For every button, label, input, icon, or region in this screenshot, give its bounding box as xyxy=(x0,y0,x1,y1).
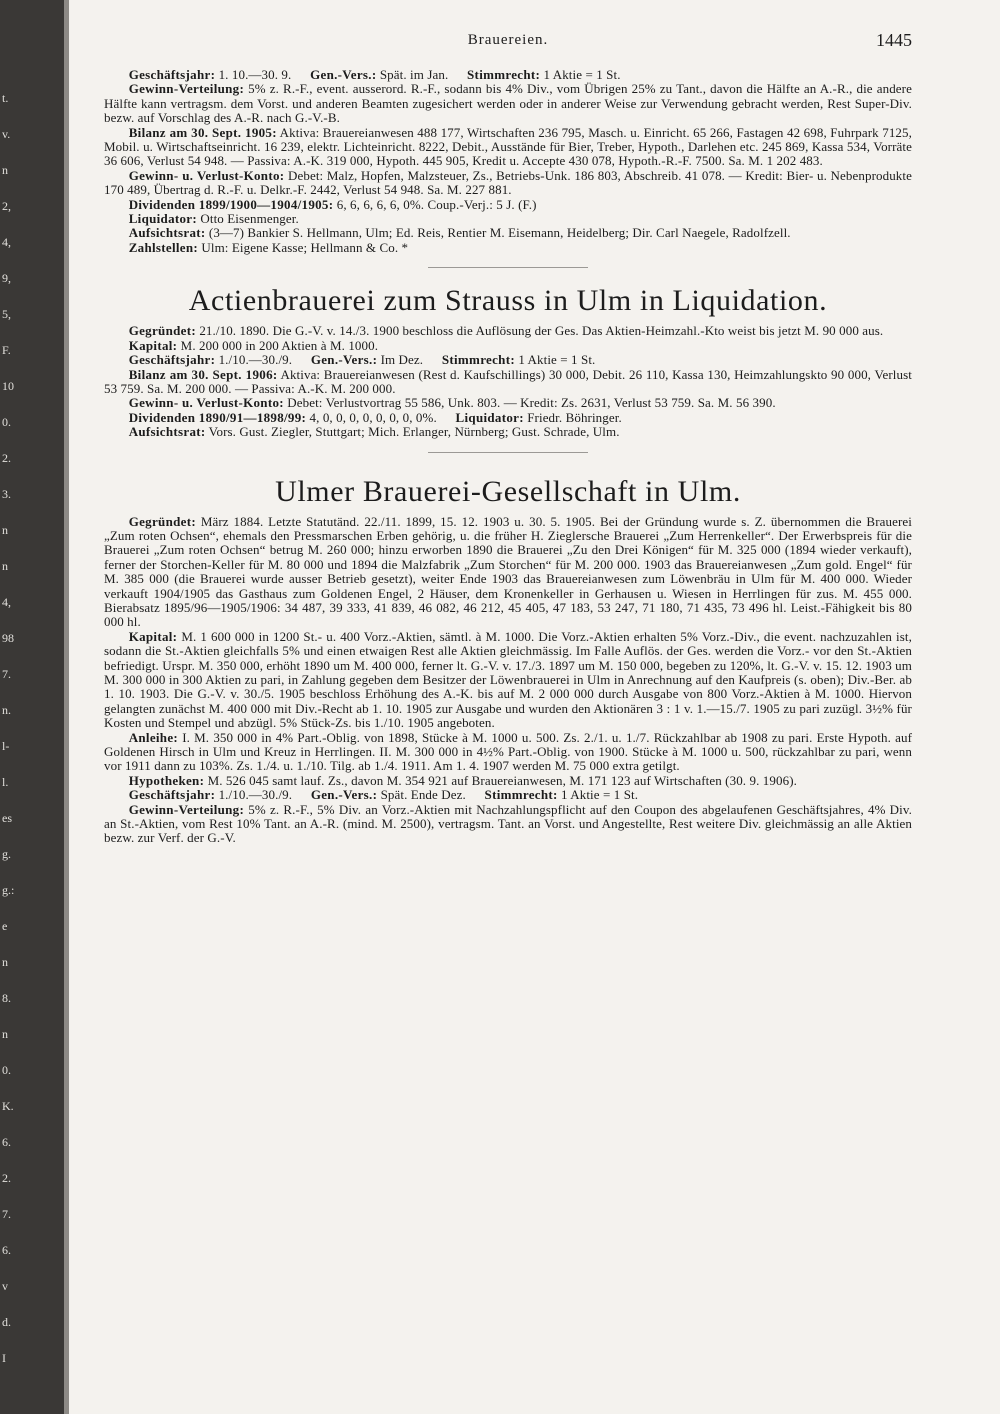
margin-fragment: 7. xyxy=(2,1207,11,1221)
entry-text: M. 1 600 000 in 1200 St.- u. 400 Vorz.-Aktien, sämtl. à M. 1000. Die Vorz.-Aktien erhalten 5% Vorz.-Div., die event. nachzuzahlen ist, sodann die St.-Aktien gleichfalls 5% und einen etwaigen Rest alle Aktien gleichmässig. Im Falle Auflös. der Ges. werden die Vorz.- vor den St.-Aktien befriedigt. Urspr. M. 350 000, erhöht 1890 um M. 400 000, ferner lt. G.-V. v. 17./3. 1897 um M. 150 000, begeben zu 120%, lt. G.-V. v. 15. 12. 1903 um M. 300 000 in 300 Aktien zu pari, in Zahlung gegeben dem Besitzer der Löwenbrauerei in Ulm in Anrechnung auf den Kaufpreis (s. oben); Div.-Ber. ab 1. 10. 1903. Die G.-V. v. 30./5. 1905 beschloss Erhöhung des A.-K. bis auf M. 2 000 000 durch Ausgabe von 800 Vorz.-Aktien à M. 1000. Hiervon gelangten zunächst M. 400 000 mit Div.-Recht ab 1. 10. 1905 zur Ausgabe und wurden den Aktionären 3 : 1 v. 1.—15./7. 1905 zu pari zuzügl. 3½% für Kosten und Stempel und abzügl. 5% Stück-Zs. bis 1./10. 1905 angeboten. xyxy=(104,628,912,731)
entry-text: M. 200 000 in 200 Aktien à M. 1000. xyxy=(180,337,379,353)
entry-label: Stimmrecht: xyxy=(484,787,558,803)
margin-fragment: g.: xyxy=(2,883,15,897)
margin-fragment: n xyxy=(2,955,8,969)
margin-fragment: l. xyxy=(2,775,9,789)
entry-label: Gewinn- u. Verlust-Konto: xyxy=(128,167,285,183)
entry-label: Dividenden 1899/1900—1904/1905: xyxy=(128,196,334,212)
company-heading: Actienbrauerei zum Strauss in Ulm in Liquidation. xyxy=(188,284,828,318)
entry-label: Stimmrecht: xyxy=(441,352,515,368)
entry-paragraph xyxy=(104,803,912,846)
entry-text: Vors. Gust. Ziegler, Stuttgart; Mich. Erlanger, Nürnberg; Gust. Schrade, Ulm. xyxy=(208,424,620,440)
entry-label: Gen.-Vers.: xyxy=(310,787,378,803)
entry-label: Liquidator: xyxy=(455,409,524,425)
margin-fragment: d. xyxy=(2,1315,11,1329)
margin-fragment: 8. xyxy=(2,991,11,1005)
entry-text: (3—7) Bankier S. Hellmann, Ulm; Ed. Reis, Rentier M. Eisemann, Heidelberg; Dir. Carl Naegele, Radolfzell. xyxy=(208,225,791,241)
entry-text: Aktiva: Brauereianwesen (Rest d. Kaufschillings) 30 000, Debit. 26 110, Kassa 130, Heimzahlungskto 90 000, Verlust 53 759. Sa. M. 200 000. — Passiva: A.-K. M. 200 000. xyxy=(104,366,912,396)
entry-paragraph xyxy=(104,396,912,410)
entry-text: Im Dez. xyxy=(380,352,424,368)
entry-paragraph xyxy=(104,788,912,802)
section-divider xyxy=(428,267,588,268)
entry-text: 6, 6, 6, 6, 6, 0%. Coup.-Verj.: 5 J. (F.) xyxy=(336,196,537,212)
entry-label: Gen.-Vers.: xyxy=(310,67,377,82)
entry-text: 1 Aktie = 1 St. xyxy=(561,787,639,803)
margin-fragment: 2. xyxy=(2,1171,11,1185)
entry-paragraph xyxy=(104,515,912,630)
entry-text: 5% z. R.-F., 5% Div. an Vorz.-Aktien mit Nachzahlungspflicht auf den Coupon des abgelaufenen Geschäftsjahres, 4% Div. an St.-Aktien, vom Rest 10% Tant. an A.-R. (mind. M. 2500), vertragsm. Tant. an Vorst. und Angestellte, Rest weitere Div. gleichmässig an alle Aktien bezw. zur Verf. der G.-V. xyxy=(104,801,912,846)
entry-label: Geschäftsjahr: xyxy=(128,67,216,82)
entry-label: Dividenden 1890/91—1898/99: xyxy=(128,409,307,425)
margin-fragment: 5, xyxy=(2,307,11,321)
entry-text: Debet: Malz, Hopfen, Malzsteuer, Zs., Betriebs-Unk. 186 803, Abschreib. 41 078. — Kredit: Bier- u. Nebenprodukte 170 489, Übertrag d. R.-F. u. Delkr.-F. 2442, Verlust 54 948. Sa. M. 227 881. xyxy=(104,167,912,198)
entry-label: Liquidator: xyxy=(128,211,198,227)
entry-label: Stimmrecht: xyxy=(467,67,541,82)
margin-fragment: 7. xyxy=(2,667,11,681)
margin-fragment: F. xyxy=(2,343,11,357)
entry-label: Kapital: xyxy=(128,628,178,644)
margin-fragment: I xyxy=(2,1351,6,1365)
entry-label: Gegründet: xyxy=(128,323,196,339)
entry-text: 1./10.—30./9. xyxy=(218,352,293,368)
entry-label: Bilanz am 30. Sept. 1905: xyxy=(128,124,277,140)
margin-fragment: 6. xyxy=(2,1135,11,1149)
entry-text: 1 Aktie = 1 St. xyxy=(518,352,596,368)
running-head xyxy=(104,28,912,54)
entry-label: Hypotheken: xyxy=(128,772,205,788)
entry-text: 1 Aktie = 1 St. xyxy=(543,67,621,82)
margin-fragment: g. xyxy=(2,847,11,861)
entry-paragraph xyxy=(104,126,912,169)
entry-text: 21./10. 1890. Die G.-V. v. 14./3. 1900 beschloss die Auflösung der Ges. Das Aktien-Heimzahl.-Kto weist bis jetzt M. 90 000 aus. xyxy=(199,323,884,339)
running-head-title: Brauereien. xyxy=(467,32,549,48)
section-actienbrauerei-strauss xyxy=(104,284,912,439)
margin-fragment: 4, xyxy=(2,235,11,249)
entry-label: Gegründet: xyxy=(128,513,196,529)
entry-label: Aufsichtsrat: xyxy=(128,225,206,241)
entry-paragraph xyxy=(104,82,912,125)
margin-fragment: es xyxy=(2,811,12,825)
margin-fragment: K. xyxy=(2,1099,14,1113)
entry-text: Spät. Ende Dez. xyxy=(380,787,466,803)
entry-text: 4, 0, 0, 0, 0, 0, 0, 0, 0%. xyxy=(309,409,437,425)
entry-paragraph xyxy=(104,411,912,425)
entry-text: 5% z. R.-F., event. ausserord. R.-F., sodann bis 4% Div., vom Übrigen 25% zu Tant., davon die Hälfte an A.-R., die andere Hälfte kann vertragsm. dem Vorst. und anderen Beamten zugesichert werden oder in anderer Weise zur Verwendung gebracht werden, Rest Super-Div. bezw. auf Vorschlag des A.-R. nach G.-V.-B. xyxy=(104,81,912,126)
entry-paragraph xyxy=(104,630,912,731)
entry-text: 1. 10.—30. 9. xyxy=(218,67,292,82)
entry-label: Gewinn- u. Verlust-Konto: xyxy=(128,395,284,411)
margin-fragment: 0. xyxy=(2,415,11,429)
margin-fragment: 6. xyxy=(2,1243,11,1257)
entry-label: Gewinn-Verteilung: xyxy=(128,81,245,97)
section-continuation xyxy=(104,68,912,255)
company-heading: Ulmer Brauerei-Gesellschaft in Ulm. xyxy=(275,474,741,508)
entry-paragraph xyxy=(104,731,912,774)
margin-fragment: v xyxy=(2,1279,8,1293)
entry-paragraph xyxy=(104,169,912,198)
margin-fragment: 2, xyxy=(2,199,11,213)
entry-paragraph xyxy=(104,241,912,255)
entry-text: März 1884. Letzte Statutänd. 22./11. 1899, 15. 12. 1903 u. 30. 5. 1905. Bei der Gründung wurde s. Z. übernommen die Brauerei „Zum roten Ochsen“, ehemals den Pressmarschen Erben gehörig, u. die früher H. Zieglersche Brauerei „Zum Herrenkeller“. Der Erwerbspreis für die Brauerei „Zum roten Ochsen“ betrug M. 260 000; hinzu erworben 1890 die Brauerei „Zu den Drei Königen“ für M. 325 000 (1894 wieder verkauft), ferner der Storchen-Keller für M. 80 000 und 1894 die Malzfabrik „Zum Storchen“ für M. 200 000. 1903 das Brauereianwesen „Zum gold. Engel“ für M. 385 000 (die Brauerei wurde ausser Betrieb gesetzt), weiter Ende 1903 das Brauereianwesen zum Löwenbräu in Ulm für M. 400 000. Wieder verkauft 1904/1905 das Gasthaus zum Goldenen Engel, 2 Häuser, dem Kronenkeller in Gerhausen u. Wiesen in Herrlingen für zus. M. 455 000. Bierabsatz 1895/96—1905/1906: 34 487, 39 333, 41 839, 46 082, 46 212, 45 405, 47 183, 53 247, 71 180, 71 435, 73 496 hl. Leist.-Fähigkeit bis 80 000 hl. xyxy=(104,513,912,630)
entry-label: Aufsichtsrat: xyxy=(128,424,206,440)
margin-fragment: e xyxy=(2,919,8,933)
margin-fragment: n xyxy=(2,163,8,177)
previous-page-margin xyxy=(0,0,14,1414)
entry-label: Anleihe: xyxy=(128,729,179,745)
margin-fragment: 10 xyxy=(2,379,14,393)
margin-fragment: n xyxy=(2,1027,8,1041)
entry-text: Debet: Verlustvortrag 55 586, Unk. 803. — Kredit: Zs. 2631, Verlust 53 759. Sa. M. 56 390. xyxy=(287,395,776,411)
entry-paragraph xyxy=(104,339,912,353)
entry-text: Ulm: Eigene Kasse; Hellmann & Co. * xyxy=(201,239,409,255)
entry-paragraph xyxy=(104,774,912,788)
binding-edge xyxy=(64,0,69,1414)
section-divider xyxy=(428,452,588,453)
entry-paragraph xyxy=(104,368,912,397)
entry-label: Bilanz am 30. Sept. 1906: xyxy=(128,366,278,382)
entry-text: Otto Eisenmenger. xyxy=(200,211,299,227)
entry-label: Kapital: xyxy=(128,337,178,353)
entry-label: Geschäftsjahr: xyxy=(128,787,216,803)
margin-fragment: 4, xyxy=(2,595,11,609)
entry-paragraph xyxy=(104,226,912,240)
entry-paragraph xyxy=(104,324,912,338)
page xyxy=(104,28,912,1398)
entry-text: Spät. im Jan. xyxy=(379,67,449,82)
section-ulmer-brauerei xyxy=(104,475,912,846)
entry-text: M. 526 045 samt lauf. Zs., davon M. 354 921 auf Brauereianwesen, M. 171 123 auf Wirtschaften (30. 9. 1906). xyxy=(207,772,797,788)
margin-fragment: n xyxy=(2,559,8,573)
entry-text: I. M. 350 000 in 4% Part.-Oblig. von 1898, Stücke à M. 1000 u. 500. Zs. 2./1. u. 1./7. Rückzahlbar ab 1908 zu pari. Erste Hypoth. auf Goldenen Hirsch in Ulm und Kreuz in Herrlingen. II. M. 300 000 in 4½% Part.-Oblig. von 1900. Stücke à M. 1000 u. 500, rückzahlbar zu pari, wenn vor 1911 dann zu 103%. Zs. 1./4. u. 1./10. Tilg. ab 1./4. 1911. Am 1. 4. 1907 werden M. 75 000 extra getilgt. xyxy=(104,729,912,774)
entry-paragraph xyxy=(104,68,912,82)
page-number: 1445 xyxy=(876,30,912,50)
entry-paragraph xyxy=(104,198,912,212)
margin-fragment: 9, xyxy=(2,271,11,285)
margin-fragment: 0. xyxy=(2,1063,11,1077)
entry-text: Aktiva: Brauereianwesen 488 177, Wirtschaften 236 795, Masch. u. Einricht. 65 266, Fastagen 42 698, Fuhrpark 7125, Mobil. u. Wirtschaftseinricht. 16 239, elektr. Lichteinricht. 8222, Debit., Ausstände für Bier, Treber, Hypoth., Darlehen etc. 245 869, Kassa 534, Vorräte 36 606, Verlust 54 948. — Passiva: A.-K. 319 000, Hypoth. 445 905, Kredit u. Accepte 430 078, Hypoth.-R.-F. 7500. Sa. M. 1 202 483. xyxy=(104,124,912,169)
margin-fragment: n xyxy=(2,523,8,537)
margin-fragment: l- xyxy=(2,739,10,753)
margin-fragment: 98 xyxy=(2,631,14,645)
margin-fragment: n. xyxy=(2,703,11,717)
entry-text: 1./10.—30./9. xyxy=(218,787,293,803)
entry-label: Geschäftsjahr: xyxy=(128,352,216,368)
entry-paragraph xyxy=(104,212,912,226)
entry-label: Gewinn-Verteilung: xyxy=(128,801,245,817)
margin-fragment: 2. xyxy=(2,451,11,465)
entry-label: Gen.-Vers.: xyxy=(310,352,378,368)
margin-fragment: 3. xyxy=(2,487,11,501)
entry-text: Friedr. Böhringer. xyxy=(527,409,622,425)
entry-label: Zahlstellen: xyxy=(128,239,199,255)
margin-fragment: v. xyxy=(2,127,11,141)
margin-fragment: t. xyxy=(2,91,9,105)
entry-paragraph xyxy=(104,353,912,367)
entry-paragraph xyxy=(104,425,912,439)
